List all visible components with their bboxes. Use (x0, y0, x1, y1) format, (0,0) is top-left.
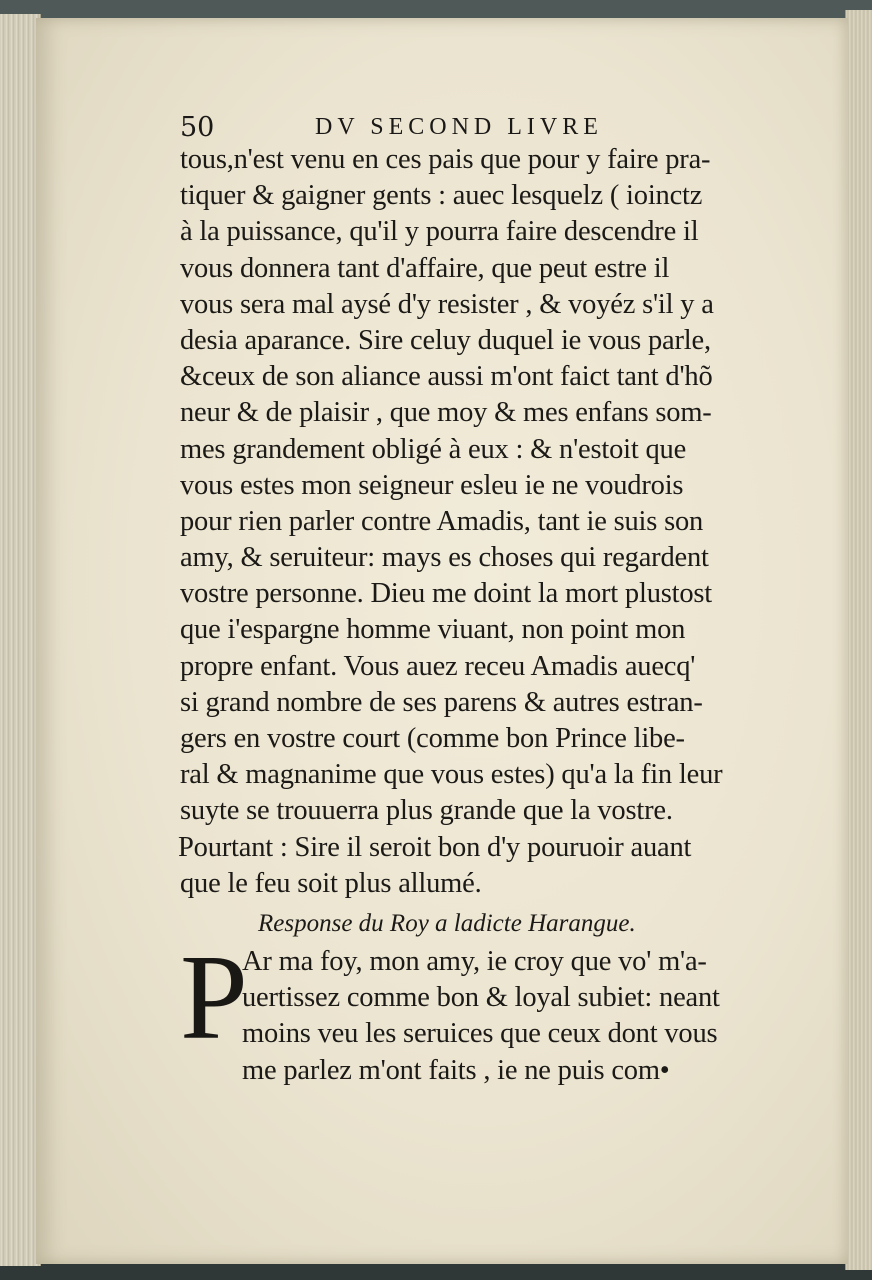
response-line: moins veu les seruices que ceux dont vous (242, 1018, 718, 1050)
page-stack-left-edge (0, 14, 41, 1266)
body-line: tous,n'est venu en ces pais que pour y faire pra- (180, 144, 711, 175)
response-line: uertissez comme bon & loyal subiet: neant (242, 982, 720, 1014)
response-lines (242, 944, 720, 1089)
body-line: suyte se trouuerra plus grande que la vostre. (180, 795, 673, 827)
body-line: propre enfant. Vous auez receu Amadis auecq' (180, 650, 696, 682)
body-line: mes grandement obligé à eux : & n'estoit que (180, 433, 687, 465)
body-line: vous sera mal aysé d'y resister , & voyéz s'il y a (180, 288, 714, 320)
body-line: tiquer & gaigner gents : auec lesquelz ( ioinctz (180, 180, 703, 212)
body-line: neur & de plaisir , que moy & mes enfans som- (180, 397, 712, 429)
body-line: que le feu soit plus allumé. (180, 867, 482, 899)
body-line: que i'espargne homme viuant, non point mon (180, 614, 686, 646)
body-line: si grand nombre de ses parens & autres estran- (180, 686, 703, 718)
body-line: Pourtant : Sire il seroit bon d'y pouruoir auant (178, 831, 692, 863)
running-title: DV SECOND LIVRE (315, 114, 603, 140)
body-line: pour rien parler contre Amadis, tant ie suis son (180, 505, 704, 537)
section-heading: Response du Roy a ladicte Harangue. (258, 909, 636, 937)
body-line: amy, & seruiteur: mays es choses qui regardent (180, 542, 709, 574)
body-line: vous donnera tant d'affaire, que peut estre il (180, 252, 670, 284)
body-line: à la puissance, qu'il y pourra faire descendre il (180, 216, 699, 248)
response-line: me parlez m'ont faits , ie ne puis com• (242, 1054, 670, 1086)
response-line: Ar ma foy, mon amy, ie croy que vo' m'a- (242, 945, 707, 977)
drop-cap: P (180, 929, 248, 1065)
response-paragraph (180, 929, 800, 1094)
text-block (180, 142, 800, 1094)
body-line: gers en vostre court (comme bon Prince libe- (180, 723, 685, 754)
body-line: vostre personne. Dieu me doint la mort plustost (180, 578, 713, 610)
body-line: &ceux de son aliance aussi m'ont faict tant d'hõ (180, 361, 713, 393)
page-stack-right-edge (845, 10, 872, 1270)
page-number: 50 (180, 112, 215, 143)
body-line: vous estes mon seigneur esleu ie ne voudrois (180, 469, 684, 501)
body-line: ral & magnanime que vous estes) qu'a la fin leur (180, 759, 723, 791)
body-line: desia aparance. Sire celuy duquel ie vous parle, (180, 324, 711, 356)
